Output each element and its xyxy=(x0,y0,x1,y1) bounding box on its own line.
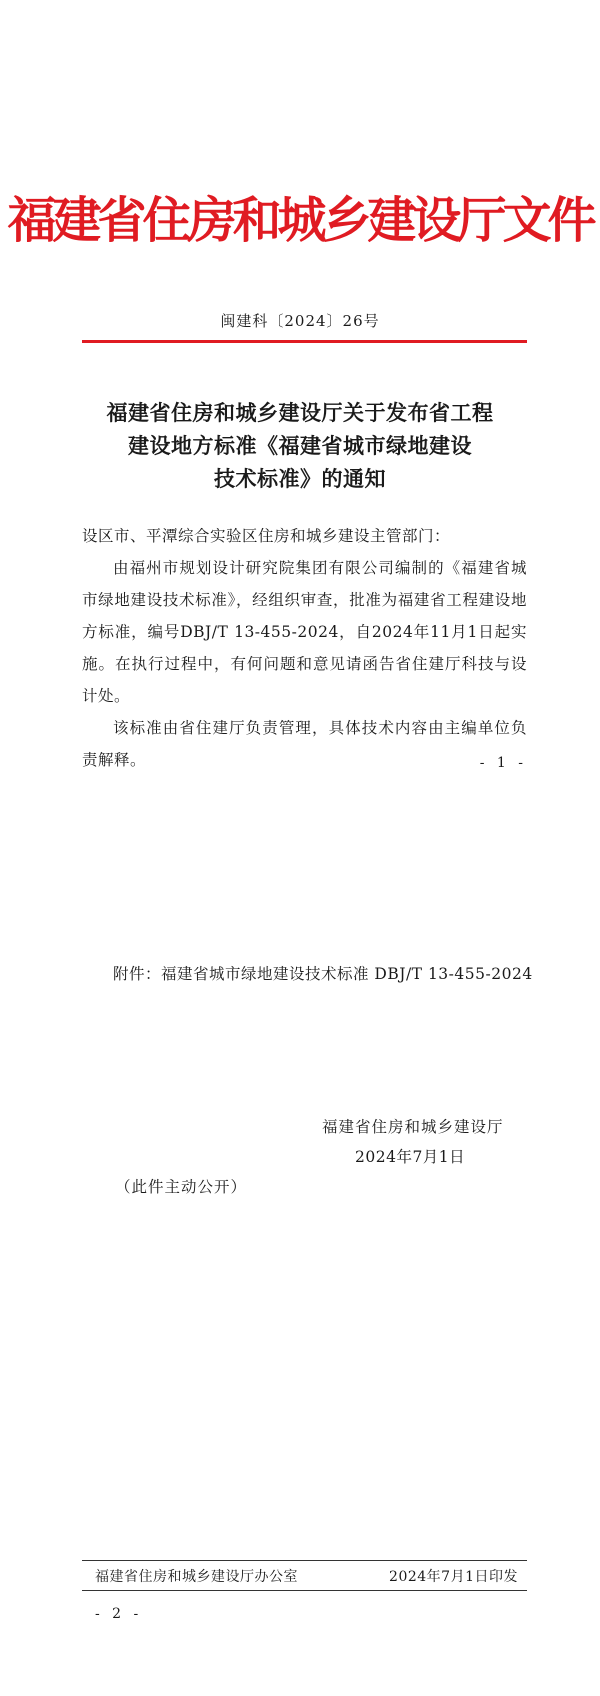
header-red-divider xyxy=(82,340,527,343)
attachment-line: 附件：福建省城市绿地建设技术标准 DBJ/T 13-455-2024 xyxy=(113,965,533,983)
notice-title xyxy=(60,396,540,495)
notice-title-line: 建设地方标准《福建省城市绿地建设 xyxy=(128,433,472,458)
footer-divider-top xyxy=(82,1560,527,1561)
document-header-title: 福建省住房和城乡建设厅文件 xyxy=(7,191,593,249)
footer-issuing-office: 福建省住房和城乡建设厅办公室 xyxy=(95,1569,298,1585)
footer-print-date: 2024年7月1日印发 xyxy=(389,1569,518,1585)
document-number: 闽建科〔2024〕26号 xyxy=(220,312,380,330)
body-paragraph: 由福州市规划设计研究院集团有限公司编制的《福建省城市绿地建设技术标准》，经组织审查，批准为福建省工程建设地方标准，编号DBJ/T 13-455-2024，自2024年11月1日起实施。在执行过程中，有何问题和意见请函告省住建厅科技与设计处。 xyxy=(82,559,527,705)
salutation: 设区市、平潭综合实验区住房和城乡建设主管部门： xyxy=(82,527,451,545)
disclosure-note: （此件主动公开） xyxy=(115,1178,248,1196)
page-number: - 1 - xyxy=(479,755,527,771)
issue-date: 2024年7月1日 xyxy=(355,1148,466,1166)
notice-title-line: 技术标准》的通知 xyxy=(214,466,386,491)
issuer-signature: 福建省住房和城乡建设厅 xyxy=(322,1118,504,1136)
notice-body xyxy=(82,520,527,776)
notice-title-line: 福建省住房和城乡建设厅关于发布省工程 xyxy=(106,400,494,425)
page-number: - 2 - xyxy=(95,1606,143,1622)
body-paragraph: 该标准由省住建厅负责管理，具体技术内容由主编单位负责解释。 xyxy=(82,719,527,769)
footer-divider-bottom xyxy=(82,1590,527,1591)
